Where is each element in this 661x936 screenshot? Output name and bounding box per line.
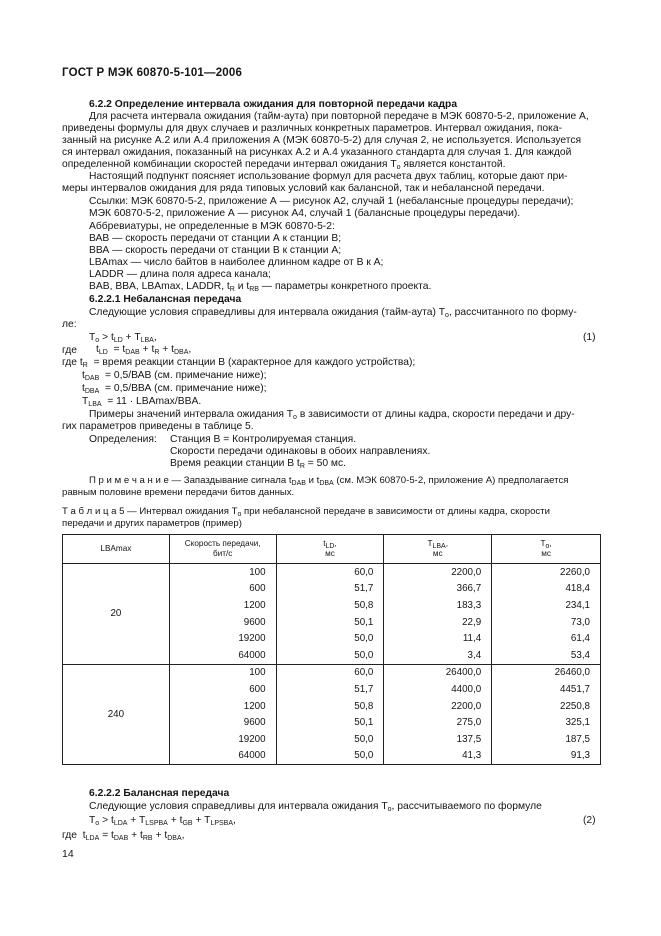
table-cell: 26400,0 (384, 664, 492, 681)
table-cell: 418,4 (492, 581, 601, 598)
table-cell: 187,5 (492, 731, 601, 748)
abbreviation-line: ВАВ — скорость передачи от станции А к станции В; (89, 233, 342, 244)
table-cell: 137,5 (384, 731, 492, 748)
table-cell: 50,1 (276, 714, 384, 731)
table-cell: 4400,0 (384, 681, 492, 698)
paragraph-line: Для расчета интервала ожидания (тайм-аута) при повторной передаче в МЭК 60870-5-2, приложение А, (89, 111, 589, 122)
table-cell: 22,9 (384, 614, 492, 631)
header-lbamax: LBAmax (63, 535, 170, 564)
subsection-heading: 6.2.2.1 Небалансная передача (89, 294, 242, 305)
formula-number: (1) (583, 332, 596, 343)
definition-tdba: $t_{DBA} = 0,5/ВВА$ (см. примечание ниже); (82, 383, 267, 395)
table-cell: 600 (169, 581, 276, 598)
abbreviation-line: LBAmax — число байтов в наиболее длинном кадре от В к А; (89, 257, 384, 268)
document-header: ГОСТ Р МЭК 60870-5-101—2006 (62, 67, 243, 79)
paragraph-line: Следующие условия справедливы для интервала ожидания $Т_о$, рассчитываемого по формуле (89, 801, 542, 813)
table-cell: 41,3 (384, 748, 492, 765)
table-cell: 19200 (169, 731, 276, 748)
formula-number: (2) (583, 815, 596, 826)
table-cell: 234,1 (492, 597, 601, 614)
table-cell: 53,4 (492, 647, 601, 664)
table-cell: 51,7 (276, 681, 384, 698)
table-cell: 4451,7 (492, 681, 601, 698)
header-tlba: $T_{LBA}$, мс (384, 535, 492, 564)
table-cell: 366,7 (384, 581, 492, 598)
page-number: 14 (62, 848, 74, 860)
table-cell: 11,4 (384, 630, 492, 647)
definition-item: Станция В = Контролируемая станция. (170, 434, 357, 445)
note-line: равным половине времени передачи битов данных. (62, 487, 295, 498)
paragraph-line: занный на рисунке А.2 или А.4 приложения А (МЭК 60870-5-2) для случая 2, не используется. Используется (62, 135, 582, 146)
table-cell: 100 (169, 664, 276, 681)
table-cell: 50,1 (276, 614, 384, 631)
table-cell: 73,0 (492, 614, 601, 631)
header-to: $T_o$, мс (492, 535, 601, 564)
definition-item: Скорости передачи одинаковы в обоих направлениях. (170, 446, 431, 457)
definition-tr: где $t_R$ = время реакции станции В (характерное для каждого устройства); (62, 357, 416, 369)
table-cell: 60,0 (276, 664, 384, 681)
paragraph-line: ся интервал ожидания, показанный на рисунках А.2 и А.4 указанного стандарта для случая 1. Для каждой (62, 147, 572, 158)
formula-tlda: где $t_{LDA} = t_{DAB} + t_{RB} + t_{DBA}$, (62, 830, 185, 842)
paragraph-line: ле: (62, 319, 77, 330)
table-cell: 2200,0 (384, 698, 492, 715)
paragraph-line: определенной комбинации скоростей передачи интервал ожидания $Т_о$ является константой. (62, 159, 506, 171)
header-tld: $t_{LD}$, мс (276, 535, 384, 564)
subsection-heading: 6.2.2.2 Балансная передача (89, 788, 230, 799)
paragraph-line: Настоящий подпункт поясняет использование формул для расчета двух таблиц, которые дают при- (89, 171, 568, 182)
section-heading: 6.2.2 Определение интервала ожидания для повторной передачи кадра (89, 99, 458, 110)
table-cell: 50,0 (276, 748, 384, 765)
table-cell: 50,8 (276, 698, 384, 715)
paragraph-line: Следующие условия справедливы для интервала ожидания (тайм-аута) $Т_о$, рассчитанного по форму- (89, 307, 577, 319)
definition-tlba: $T_{LBA} = 11 \cdot LBAmax/BBA$. (82, 396, 202, 408)
abbreviation-line: LADDR — длина поля адреса канала; (89, 269, 271, 280)
table-cell: 91,3 (492, 748, 601, 765)
abbreviation-line: Аббревиатуры, не определенные в МЭК 60870-5-2: (89, 221, 335, 232)
table-cell: 9600 (169, 714, 276, 731)
formula-1: $T_o > t_{LD} + T_{LBA}$, (89, 332, 157, 344)
table-cell: 19200 (169, 630, 276, 647)
paragraph-line: гих параметров приведены в таблице 5. (62, 421, 254, 432)
table-cell: 50,8 (276, 597, 384, 614)
table-cell: 2260,0 (492, 564, 601, 581)
formula-2: $T_o > t_{LDA} + T_{LSPBA} + t_{GB} + T_{LPSBA}$, (89, 815, 236, 827)
definitions-label: Определения: (89, 434, 157, 445)
table-cell: 1200 (169, 698, 276, 715)
table-caption: Т а б л и ц а 5 — Интервал ожидания $Т_о$ при небалансной передаче в зависимости от длины кадра, скорости (62, 506, 550, 518)
table-cell: 60,0 (276, 564, 384, 581)
table-cell: 2200,0 (384, 564, 492, 581)
table-cell: 50,0 (276, 647, 384, 664)
reference-line: МЭК 60870-5-2, приложение А — рисунок А4, случай 1 (балансные процедуры передачи). (89, 208, 521, 219)
table-cell: 9600 (169, 614, 276, 631)
where-label: где (62, 345, 78, 356)
lbamax-cell: 20 (63, 564, 170, 665)
reference-line: Ссылки: МЭК 60870-5-2, приложение А — рисунок А2, случай 1 (небалансные процедуры передачи); (89, 196, 574, 207)
definition-tdab: $t_{DAB} = 0,5/ВАВ$ (см. примечание ниже); (82, 370, 267, 382)
paragraph-line: приведены формулы для двух случаев и различных конкретных параметров. Интервал ожидания, пока- (62, 123, 563, 134)
table-cell: 64000 (169, 647, 276, 664)
paragraph-line: Примеры значений интервала ожидания $Т_о$ в зависимости от длины кадра, скорости передачи и дру- (89, 409, 575, 421)
table-cell: 51,7 (276, 581, 384, 598)
table-cell: 183,3 (384, 597, 492, 614)
table-cell: 50,0 (276, 630, 384, 647)
table-cell: 2250,8 (492, 698, 601, 715)
table-cell: 100 (169, 564, 276, 581)
table-caption: передачи и других параметров (пример) (62, 518, 242, 529)
abbreviation-line: BAB, BBA, LBAmax, LADDR, $t_R$ и $t_{RB}$ — параметры конкретного проекта. (89, 281, 432, 293)
table-row (63, 564, 601, 581)
timeout-table (62, 534, 601, 765)
header-speed: Скорость передачи, бит/с (169, 535, 276, 564)
table-cell: 61,4 (492, 630, 601, 647)
definition-item: Время реакции станции В $t_R = 50$ мс. (170, 458, 347, 470)
table-row (63, 664, 601, 681)
lbamax-cell: 240 (63, 664, 170, 765)
paragraph-line: меры интервалов ожидания для ряда типовых условий как балансной, так и небалансной передачи. (62, 183, 545, 194)
formula-tld: $t_{LD} = t_{DAB} + t_R + t_{DBA}$, (96, 344, 192, 356)
table-cell: 275,0 (384, 714, 492, 731)
table-cell: 600 (169, 681, 276, 698)
table-cell: 26460,0 (492, 664, 601, 681)
table-cell: 325,1 (492, 714, 601, 731)
table-cell: 3,4 (384, 647, 492, 664)
note-line: П р и м е ч а н и е — Запаздывание сигнала $t_{DAB}$ и $t_{DBA}$ (см. МЭК 60870-5-2, приложение А) предполагается (89, 475, 569, 487)
table-cell: 64000 (169, 748, 276, 765)
abbreviation-line: ВВА — скорость передачи от станции В к станции А; (89, 245, 342, 256)
table-cell: 1200 (169, 597, 276, 614)
table-cell: 50,0 (276, 731, 384, 748)
